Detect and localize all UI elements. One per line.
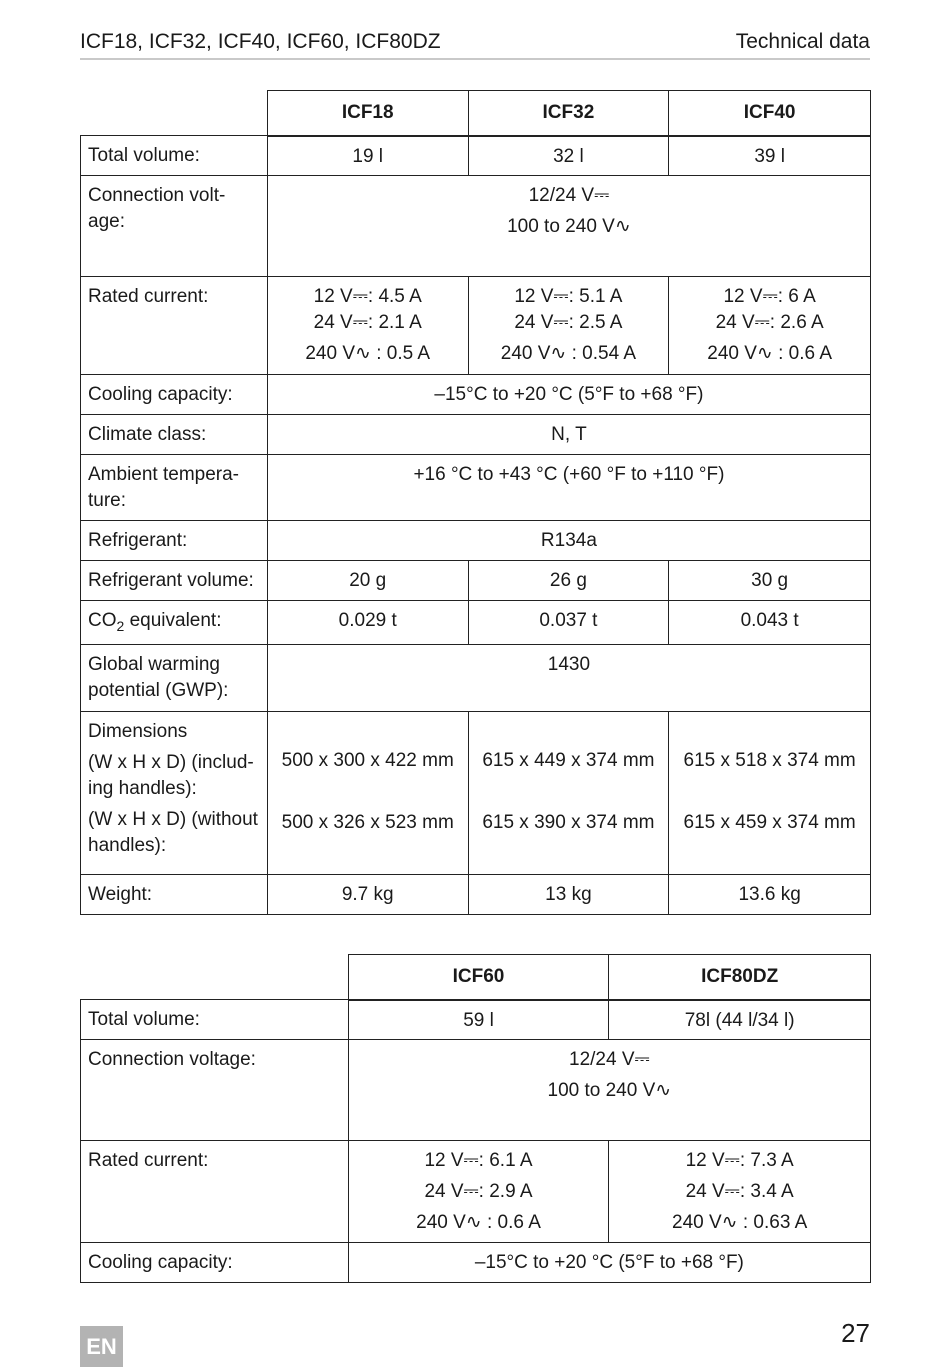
header-models: ICF18, ICF32, ICF40, ICF60, ICF80DZ (80, 30, 441, 53)
row-label: Total volume: (81, 1000, 349, 1040)
column-header: ICF18 (267, 91, 468, 136)
row-label: Cooling capacity: (81, 375, 268, 415)
table-row (81, 277, 871, 375)
row-label: Ambient tempera- ture: (81, 455, 268, 521)
cell-value: 19 l (267, 136, 468, 176)
row-label: Rated current: (81, 277, 268, 375)
cell-value: 615 x 449 x 374 mm 615 x 390 x 374 mm (468, 712, 669, 875)
cell-value: 30 g (669, 561, 871, 601)
row-label: Total volume: (81, 136, 268, 176)
cell-value: R134a (267, 521, 870, 561)
row-label: Rated current: (81, 1141, 349, 1243)
cell-value: 26 g (468, 561, 669, 601)
row-label: Connection volt- age: (81, 176, 268, 277)
cell-value: 0.043 t (669, 601, 871, 645)
row-label: $CO_2$ equivalent: (81, 601, 268, 645)
cell-value: 12 V⎓: 7.3 A 24 V⎓: 3.4 A 240 V∿ : 0.63 A (609, 1141, 871, 1243)
table-row (81, 1141, 871, 1243)
row-label: Weight: (81, 875, 268, 915)
cell-value: 0.029 t (267, 601, 468, 645)
table-header-row (81, 955, 871, 1000)
cell-value: 59 l (348, 1000, 609, 1040)
table-row (81, 415, 871, 455)
cell-value: +16 °C to +43 °C (+60 °F to +110 °F) (267, 455, 870, 521)
page-header (80, 30, 870, 60)
column-header: ICF40 (669, 91, 871, 136)
table-row (81, 601, 871, 645)
column-header: ICF32 (468, 91, 669, 136)
cell-value: 39 l (669, 136, 871, 176)
table-row (81, 712, 871, 875)
row-label: Connection voltage: (81, 1040, 349, 1141)
cell-value: 12 V⎓: 4.5 A 24 V⎓: 2.1 A 240 V∿ : 0.5 A (267, 277, 468, 375)
cell-value: 13.6 kg (669, 875, 871, 915)
cell-value: 12 V⎓: 5.1 A 24 V⎓: 2.5 A 240 V∿ : 0.54 A (468, 277, 669, 375)
table-row (81, 1243, 871, 1283)
cell-value: 32 l (468, 136, 669, 176)
cell-value: 12/24 V⎓ 100 to 240 V∿ (348, 1040, 870, 1141)
page-number: 27 (841, 1318, 870, 1348)
header-section-title: Technical data (735, 30, 870, 53)
cell-value: –15°C to +20 °C (5°F to +68 °F) (267, 375, 870, 415)
table-row (81, 455, 871, 521)
technical-data-table-2 (80, 954, 871, 1283)
table-row (81, 136, 871, 176)
cell-value: 12/24 V⎓ 100 to 240 V∿ (267, 176, 870, 277)
cell-value: –15°C to +20 °C (5°F to +68 °F) (348, 1243, 870, 1283)
cell-value: 0.037 t (468, 601, 669, 645)
row-label: Global warming potential (GWP): (81, 645, 268, 712)
cell-value: 9.7 kg (267, 875, 468, 915)
cell-value: 20 g (267, 561, 468, 601)
language-badge: EN (80, 1326, 123, 1367)
cell-value: 12 V⎓: 6.1 A 24 V⎓: 2.9 A 240 V∿ : 0.6 A (348, 1141, 609, 1243)
cell-value: 500 x 300 x 422 mm 500 x 326 x 523 mm (267, 712, 468, 875)
table-row (81, 1040, 871, 1141)
row-label: Refrigerant volume: (81, 561, 268, 601)
row-label: Dimensions (W x H x D) (includ- ing handles): (W x H x D) (without handles): (81, 712, 268, 875)
column-header: ICF80DZ (609, 955, 871, 1000)
cell-value: 1430 (267, 645, 870, 712)
table-row (81, 375, 871, 415)
table-row (81, 645, 871, 712)
row-label: Cooling capacity: (81, 1243, 349, 1283)
table-row (81, 521, 871, 561)
table-row (81, 561, 871, 601)
table-header-row (81, 91, 871, 136)
cell-value: N, T (267, 415, 870, 455)
cell-value: 12 V⎓: 6 A 24 V⎓: 2.6 A 240 V∿ : 0.6 A (669, 277, 871, 375)
row-label: Climate class: (81, 415, 268, 455)
cell-value: 615 x 518 x 374 mm 615 x 459 x 374 mm (669, 712, 871, 875)
table-row (81, 176, 871, 277)
cell-value: 78l (44 l/34 l) (609, 1000, 871, 1040)
table-row (81, 875, 871, 915)
column-header: ICF60 (348, 955, 609, 1000)
technical-data-table-1 (80, 90, 871, 915)
table-row (81, 1000, 871, 1040)
row-label: Refrigerant: (81, 521, 268, 561)
cell-value: 13 kg (468, 875, 669, 915)
